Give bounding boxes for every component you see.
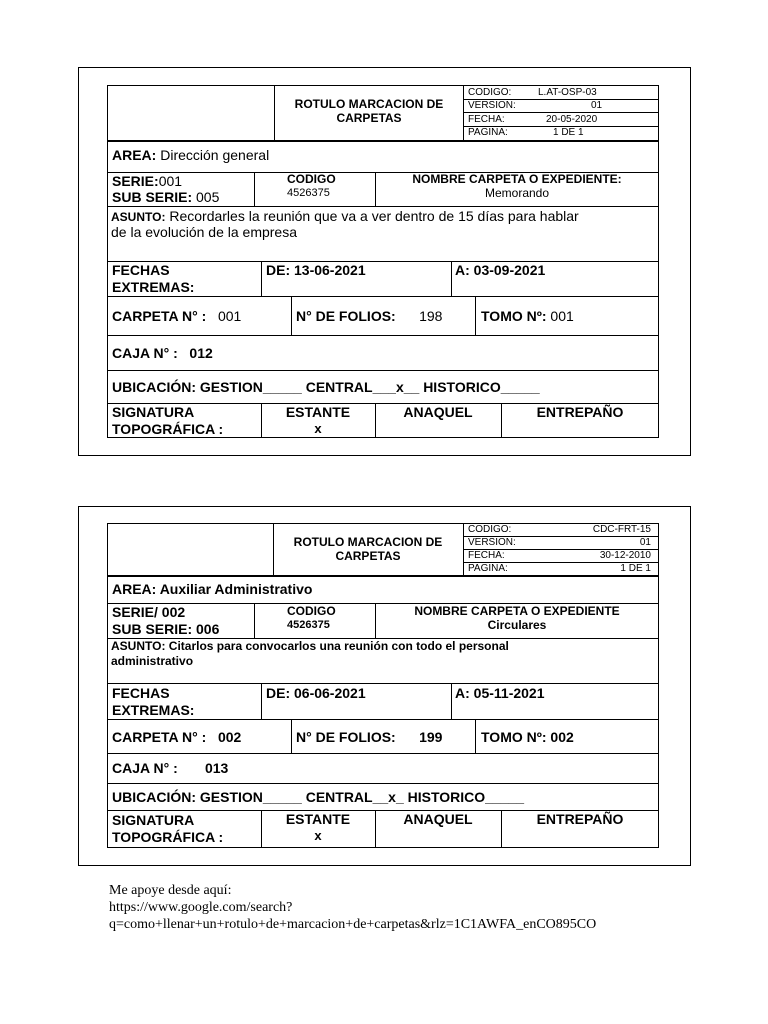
card2-tomo: TOMO Nº: 002 bbox=[481, 729, 574, 745]
card2-asunto-cont: administrativo bbox=[111, 654, 194, 668]
card2-serie: SERIE/ 002 bbox=[112, 604, 186, 620]
card1-nombre-value: Memorando bbox=[484, 186, 550, 200]
source-note-line-1: Me apoye desde aquí: bbox=[109, 883, 232, 898]
source-note-line-3: q=como+llenar+un+rotulo+de+marcacion+de+carpetas&rlz=1C1AWFA_enCO895CO bbox=[109, 917, 597, 932]
card2-area: AREA: Auxiliar Administrativo bbox=[112, 581, 313, 597]
card1-version-label: VERSION: bbox=[468, 100, 516, 111]
card1-serie: SERIE:001 bbox=[112, 173, 183, 189]
card1-estante-value: x bbox=[314, 421, 322, 436]
card2-fecha-a: A: 05-11-2021 bbox=[455, 685, 545, 701]
card1-topografica: TOPOGRÁFICA : bbox=[112, 421, 224, 437]
card1-codigo-label: CODIGO: bbox=[468, 87, 512, 98]
card2-folios: N° DE FOLIOS: 199 bbox=[296, 729, 443, 745]
card2-asunto: ASUNTO: Citarlos para convocarlos una reunión con todo el personal bbox=[111, 639, 509, 653]
card1-codigo-header: CODIGO bbox=[287, 172, 336, 186]
card1-pagina-label: PAGINA: bbox=[468, 127, 508, 138]
card1-fecha-de: DE: 13-06-2021 bbox=[266, 262, 366, 278]
card2-nombre-header: NOMBRE CARPETA O EXPEDIENTE bbox=[414, 604, 620, 618]
card2-nombre-value: Circulares bbox=[487, 618, 547, 632]
card1-codigo-value: L.AT-OSP-03 bbox=[538, 87, 597, 98]
card1-fecha-a: A: 03-09-2021 bbox=[455, 262, 546, 278]
card1-anaquel: ANAQUEL bbox=[403, 404, 473, 420]
card2-fecha-de: DE: 06-06-2021 bbox=[266, 685, 366, 701]
card1-area: AREA: Dirección general bbox=[112, 147, 270, 163]
card2-title: ROTULO MARCACION DE CARPETAS bbox=[293, 535, 443, 563]
card2-anaquel: ANAQUEL bbox=[403, 811, 473, 827]
card1-area-value: Dirección general bbox=[160, 147, 270, 163]
card2-extremas-label: EXTREMAS: bbox=[112, 702, 195, 718]
card1-subserie: SUB SERIE: 005 bbox=[112, 189, 220, 205]
card1-carpeta: CARPETA N° : 001 bbox=[112, 308, 242, 324]
card1-fechas-label: FECHAS bbox=[112, 262, 170, 278]
card1-title: ROTULO MARCACION DE CARPETAS bbox=[294, 97, 444, 125]
card2-codigo-label: CODIGO: bbox=[468, 524, 512, 535]
card2-pagina-label: PAGINA: bbox=[468, 563, 508, 574]
card1-ubicacion: UBICACIÓN: GESTION_____ CENTRAL___x__ HISTORICO_____ bbox=[112, 379, 540, 395]
card2-fecha-value: 30-12-2010 bbox=[599, 550, 651, 561]
card2-version-value: 01 bbox=[639, 537, 651, 548]
card2-codigo-val: 4526375 bbox=[287, 619, 330, 631]
card1-nombre-header: NOMBRE CARPETA O EXPEDIENTE: bbox=[412, 172, 622, 186]
card2-caja: CAJA N° : 013 bbox=[112, 760, 229, 776]
card1-signatura: SIGNATURA bbox=[112, 404, 195, 420]
card2-subserie: SUB SERIE: 006 bbox=[112, 621, 220, 637]
card2-estante: ESTANTE bbox=[285, 811, 351, 827]
card1-folios: N° DE FOLIOS: 198 bbox=[296, 308, 443, 324]
card2-fecha-label: FECHA: bbox=[468, 550, 505, 561]
card1-pagina-value: 1 DE 1 bbox=[553, 127, 584, 138]
card1-estante: ESTANTE bbox=[285, 404, 351, 420]
card1-asunto-cont: de la evolución de la empresa bbox=[111, 224, 298, 240]
card2-pagina-value: 1 DE 1 bbox=[620, 563, 651, 574]
card2-fechas-label: FECHAS bbox=[112, 685, 170, 701]
card1-extremas-label: EXTREMAS: bbox=[112, 279, 195, 295]
card2-version-label: VERSION: bbox=[468, 537, 516, 548]
card2-codigo-value: CDC-FRT-15 bbox=[592, 524, 651, 535]
card2-codigo-header: CODIGO bbox=[287, 604, 336, 618]
card1-fecha-label: FECHA: bbox=[468, 114, 505, 125]
card1-tomo: TOMO Nº: 001 bbox=[481, 308, 574, 324]
card1-fecha-value: 20-05-2020 bbox=[546, 114, 598, 125]
card2-carpeta: CARPETA N° : 002 bbox=[112, 729, 242, 745]
card2-estante-value: x bbox=[314, 828, 322, 843]
card2-signatura: SIGNATURA bbox=[112, 812, 195, 828]
card2-ubicacion: UBICACIÓN: GESTION_____ CENTRAL__x_ HISTORICO_____ bbox=[112, 789, 525, 805]
card1-entrepano: ENTREPAÑO bbox=[536, 404, 624, 420]
card1-caja: CAJA N° : 012 bbox=[112, 345, 213, 361]
card2-topografica: TOPOGRÁFICA : bbox=[112, 829, 224, 845]
card1-codigo-val: 4526375 bbox=[287, 187, 330, 199]
source-note-line-2: https://www.google.com/search? bbox=[109, 900, 293, 915]
card2-entrepano: ENTREPAÑO bbox=[536, 811, 624, 827]
card1-asunto: ASUNTO: Recordarles la reunión que va a ver dentro de 15 días para hablar bbox=[111, 208, 579, 224]
card1-version-value: 01 bbox=[591, 100, 603, 111]
